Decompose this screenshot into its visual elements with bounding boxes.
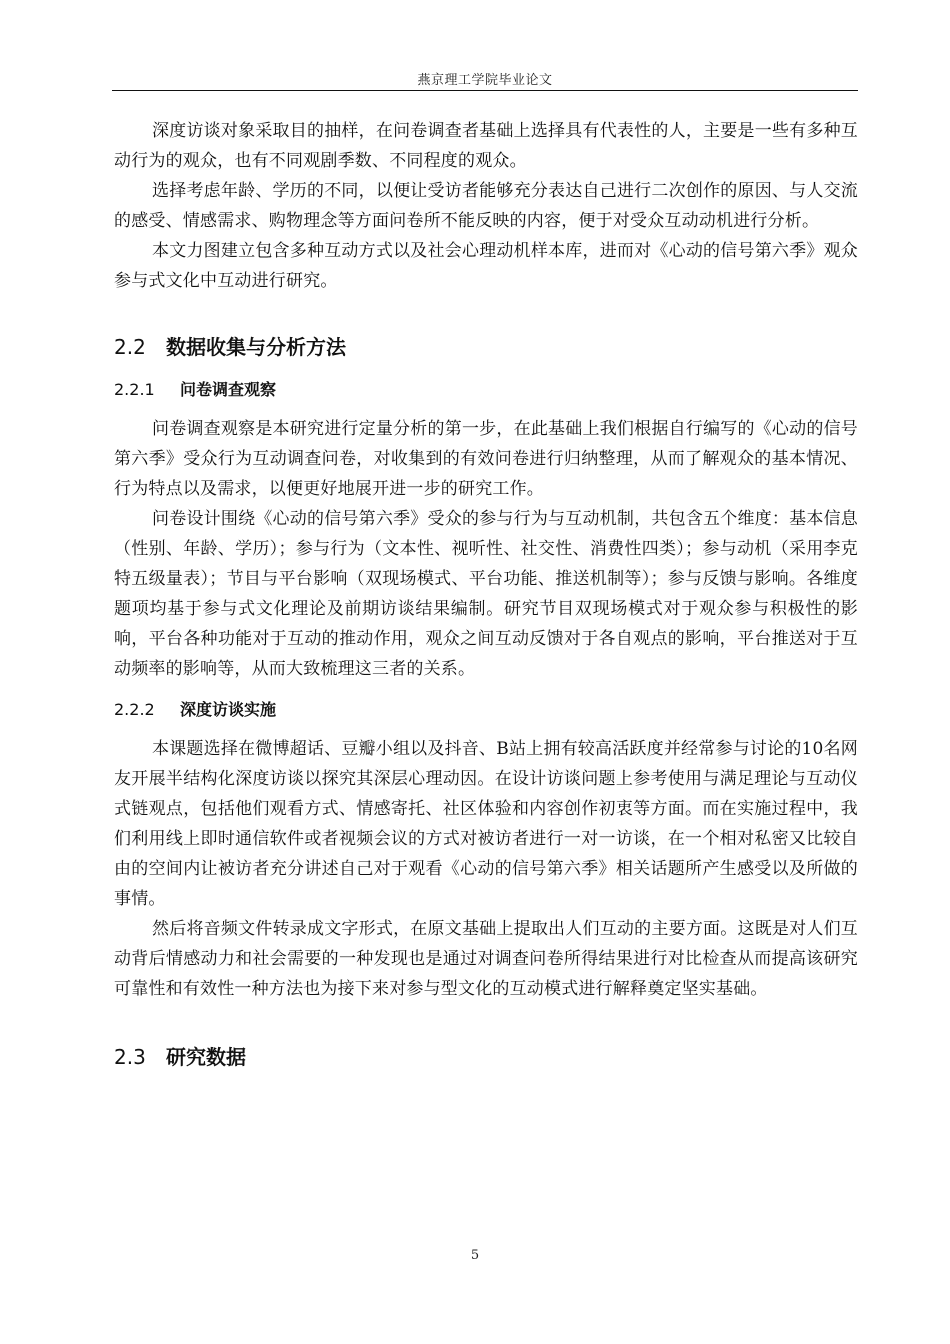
section-title: 数据收集与分析方法 bbox=[166, 335, 346, 359]
running-header: 燕京理工学院毕业论文 bbox=[417, 73, 553, 88]
body-paragraph: 深度访谈对象采取目的抽样，在问卷调查者基础上选择具有代表性的人，主要是一些有多种互动行为的观众，也有不同观剧季数、不同程度的观众。 bbox=[114, 121, 858, 171]
body-paragraph: 选择考虑年龄、学历的不同，以便让受访者能够充分表达自己进行二次创作的原因、与人交流的感受、情感需求、购物理念等方面问卷所不能反映的内容，便于对受众互动动机进行分析。 bbox=[114, 181, 858, 231]
subsection-heading-2-2-2 bbox=[114, 696, 858, 724]
section-title: 研究数据 bbox=[166, 1045, 246, 1069]
body-paragraph: 问卷设计围绕《心动的信号第六季》受众的参与行为与互动机制，共包含五个维度：基本信息（性别、年龄、学历）；参与行为（文本性、视听性、社交性、消费性四类）；参与动机（采用李克特五级量表）；节目与平台影响（双现场模式、平台功能、推送机制等）；参与反馈与影响。各维度题项均基于参与式文化理论及前期访谈结果编制。研究节目双现场模式对于观众参与积极性的影响，平台各种功能对于互动的推动作用，观众之间互动反馈对于各自观点的影响，平台推送对于互动频率的影响等，从而大致梳理这三者的关系。 bbox=[114, 509, 858, 679]
section-number: 2.2 bbox=[114, 335, 146, 359]
header-rule bbox=[112, 90, 858, 91]
subsection-number: 2.2.2 bbox=[114, 700, 155, 719]
section-heading-2-2 bbox=[114, 332, 858, 362]
subsection-heading-2-2-1 bbox=[114, 376, 858, 404]
body-paragraph: 本课题选择在微博超话、豆瓣小组以及抖音、B站上拥有较高活跃度并经常参与讨论的10名网友开展半结构化深度访谈以探究其深层心理动因。在设计访谈问题上参考使用与满足理论与互动仪式链观点，包括他们观看方式、情感寄托、社区体验和内容创作初衷等方面。而在实施过程中，我们利用线上即时通信软件或者视频会议的方式对被访者进行一对一访谈，在一个相对私密又比较自由的空间内让被访者充分讲述自己对于观看《心动的信号第六季》相关话题所产生感受以及所做的事情。 bbox=[114, 739, 858, 909]
page-content bbox=[114, 116, 858, 1072]
subsection-number: 2.2.1 bbox=[114, 380, 155, 399]
body-paragraph: 然后将音频文件转录成文字形式，在原文基础上提取出人们互动的主要方面。这既是对人们互动背后情感动力和社会需要的一种发现也是通过对调查问卷所得结果进行对比检查从而提高该研究可靠性和有效性一种方法也为接下来对参与型文化的互动模式进行解释奠定坚实基础。 bbox=[114, 919, 858, 999]
subsection-title: 问卷调查观察 bbox=[180, 380, 277, 399]
section-heading-2-3 bbox=[114, 1042, 858, 1072]
page-number: 5 bbox=[470, 1248, 480, 1263]
body-paragraph: 本文力图建立包含多种互动方式以及社会心理动机样本库，进而对《心动的信号第六季》观众参与式文化中互动进行研究。 bbox=[114, 241, 858, 291]
subsection-title: 深度访谈实施 bbox=[180, 700, 277, 719]
section-number: 2.3 bbox=[114, 1045, 146, 1069]
body-paragraph: 问卷调查观察是本研究进行定量分析的第一步，在此基础上我们根据自行编写的《心动的信号第六季》受众行为互动调查问卷，对收集到的有效问卷进行归纳整理，从而了解观众的基本情况、行为特点以及需求，以便更好地展开进一步的研究工作。 bbox=[114, 419, 858, 499]
